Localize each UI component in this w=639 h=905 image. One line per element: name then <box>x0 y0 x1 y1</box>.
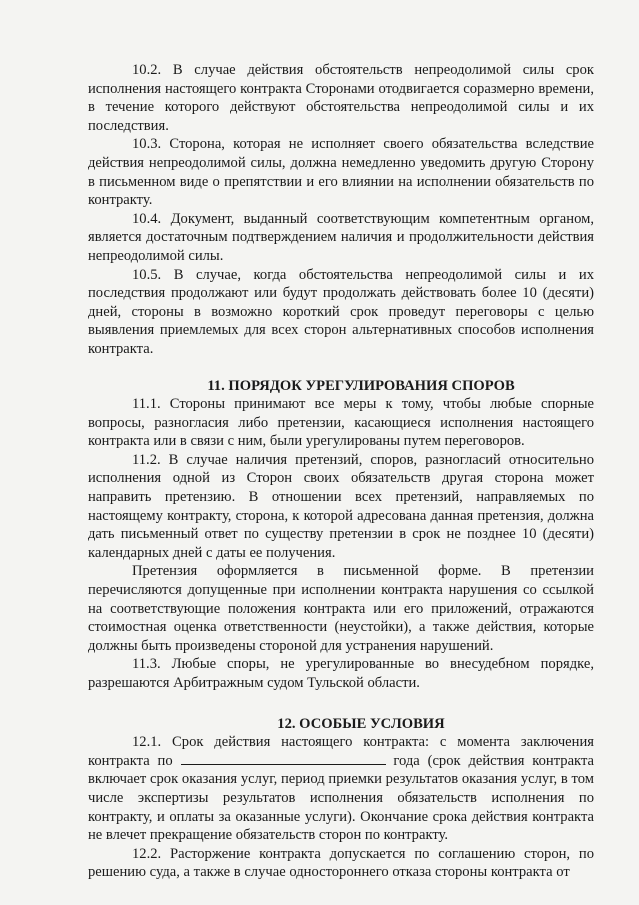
paragraph-10-2: 10.2. В случае действия обстоятельств непреодолимой силы срок исполнения настоящего контракта Сторонами отодвигается соразмерно времени, в течение которого действуют обстоятельства непреодолимой силы и их последствия. <box>88 62 594 134</box>
section-gap <box>88 693 594 715</box>
paragraph-10-5: 10.5. В случае, когда обстоятельства непреодолимой силы и их последствия продолжают или будут продолжать действовать более 10 (десяти) дней, стороны в возможно короткий срок проведут переговоры с целью выявления приемлемых для всех сторон альтернативных способов исполнения контракта. <box>88 266 594 357</box>
paragraph-11-2: 11.2. В случае наличия претензий, споров, разногласий относительно исполнения одной из Сторон своих обязательств другая сторона может направить претензию. В отношении всех претензий, направляемых по настоящему контракту, сторона, к которой адресована данная претензия, должна дать письменный ответ по существу претензии в срок не позднее 10 (десяти) календарных дней с даты ее получения. <box>88 451 594 561</box>
paragraph-10-3: 10.3. Сторона, которая не исполняет своего обязательства вследствие действия непреодолимой силы, должна немедленно уведомить другую Сторону в письменном виде о препятствии и его влиянии на исполнении обязательств по контракту. <box>88 136 594 209</box>
paragraph-claim-form: Претензия оформляется в письменной форме. В претензии перечисляются допущенные при исполнении контракта нарушения со ссылкой на соответствующие положения контракта или его приложений, отражаются стоимостная оценка ответственности (неустойки), а также действия, которые должны быть произведены стороной для устранения нарушений. <box>88 563 594 654</box>
section-11-title: 11. ПОРЯДОК УРЕГУЛИРОВАНИЯ СПОРОВ <box>207 377 515 394</box>
document-body <box>88 61 594 882</box>
paragraph-12-1-start: 12.1. Срок действия настоящего контракта: с момента заключения контракта по <box>88 734 594 769</box>
section-gap <box>88 359 594 377</box>
paragraph-11-3: 11.3. Любые споры, не урегулированные во внесудебном порядке, разрешаются Арбитражным судом Тульской области. <box>88 656 594 691</box>
section-12-title: 12. ОСОБЫЕ УСЛОВИЯ <box>277 715 445 732</box>
date-blank-line <box>181 752 386 765</box>
paragraph-12-1 <box>88 733 594 845</box>
paragraph-10-4: 10.4. Документ, выданный соответствующим компетентным органом, является достаточным подтверждением наличия и продолжительности действия непреодолимой силы. <box>88 210 594 264</box>
paragraph-12-2: 12.2. Расторжение контракта допускается по соглашению сторон, по решению суда, а также в случае одностороннего отказа стороны контракта от <box>88 845 594 881</box>
paragraph-11-1: 11.1. Стороны принимают все меры к тому, чтобы любые спорные вопросы, разногласия либо претензии, касающиеся исполнения настоящего контракта или в связи с ним, были урегулированы путем переговоров. <box>88 396 594 450</box>
paragraph-12-1-end: года (срок действия контракта включает срок оказания услуг, период приемки результатов оказания услуг, в том числе экспертизы результатов исполнения обязательств исполнения по контракту, и оплаты за оказанные услуги). Окончание срока действия контракта не влечет прекращение обязательств сторон по контракту. <box>88 752 594 844</box>
